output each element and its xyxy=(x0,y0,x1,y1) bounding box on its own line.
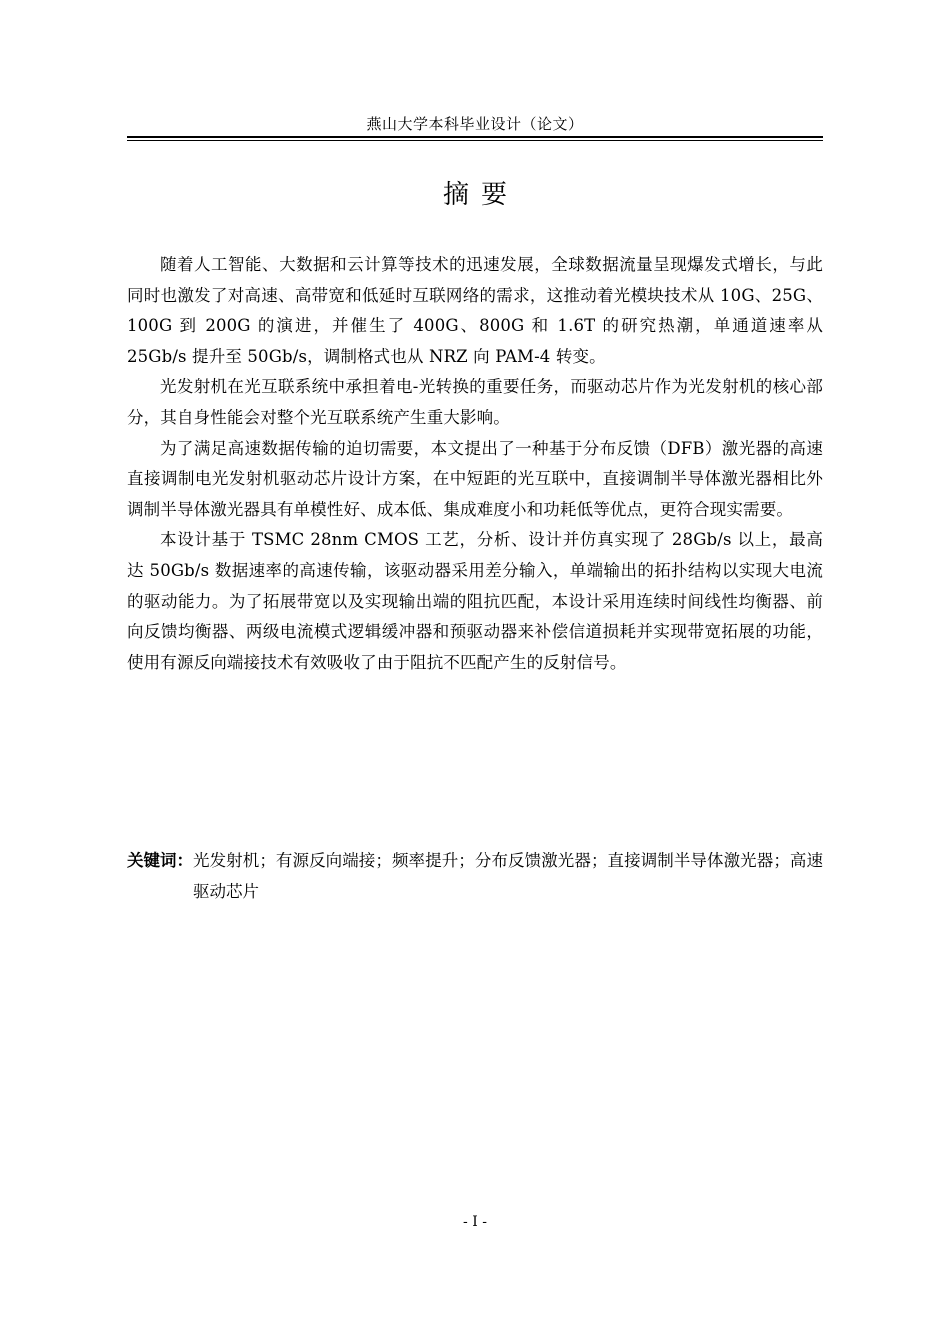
abstract-paragraph-3: 为了满足高速数据传输的迫切需要，本文提出了一种基于分布反馈（DFB）激光器的高速直接调制电光发射机驱动芯片设计方案，在中短距的光互联中，直接调制半导体激光器相比外调制半导体激光器具有单模性好、成本低、集成难度小和功耗低等优点，更符合现实需要。 xyxy=(127,438,823,519)
keywords-text: 光发射机；有源反向端接；频率提升；分布反馈激光器；直接调制半导体激光器；高速驱动芯片 xyxy=(193,851,823,901)
keywords-block xyxy=(127,846,823,907)
running-header: 燕山大学本科毕业设计（论文） xyxy=(366,115,584,133)
abstract-title: 摘要 xyxy=(442,180,519,210)
page-number: - I - xyxy=(463,1214,487,1230)
keywords-label: 关键词： xyxy=(127,851,193,870)
header-rule-thin xyxy=(127,140,823,141)
abstract-paragraph-2: 光发射机在光互联系统中承担着电-光转换的重要任务，而驱动芯片作为光发射机的核心部分，其自身性能会对整个光互联系统产生重大影响。 xyxy=(127,377,823,427)
abstract-paragraph-4: 本设计基于 TSMC 28nm CMOS 工艺，分析、设计并仿真实现了 28Gb/s 以上，最高达 50Gb/s 数据速率的高速传输，该驱动器采用差分输入，单端输出的拓扑结构以实现大电流的驱动能力。为了拓展带宽以及实现输出端的阻抗匹配，本设计采用连续时间线性均衡器、前向反馈均衡器、两级电流模式逻辑缓冲器和预驱动器来补偿信道损耗并实现带宽拓展的功能，使用有源反向端接技术有效吸收了由于阻抗不匹配产生的反射信号。 xyxy=(127,530,823,672)
abstract-body xyxy=(127,250,823,678)
header-rule-thick xyxy=(127,136,823,138)
abstract-paragraph-1: 随着人工智能、大数据和云计算等技术的迅速发展，全球数据流量呈现爆发式增长，与此同时也激发了对高速、高带宽和低延时互联网络的需求，这推动着光模块技术从 10G、25G、100G 到 200G 的演进，并催生了 400G、800G 和 1.6T 的研究热潮，单通道速率从 25Gb/s 提升至 50Gb/s，调制格式也从 NRZ 向 PAM-4 转变。 xyxy=(127,255,823,366)
